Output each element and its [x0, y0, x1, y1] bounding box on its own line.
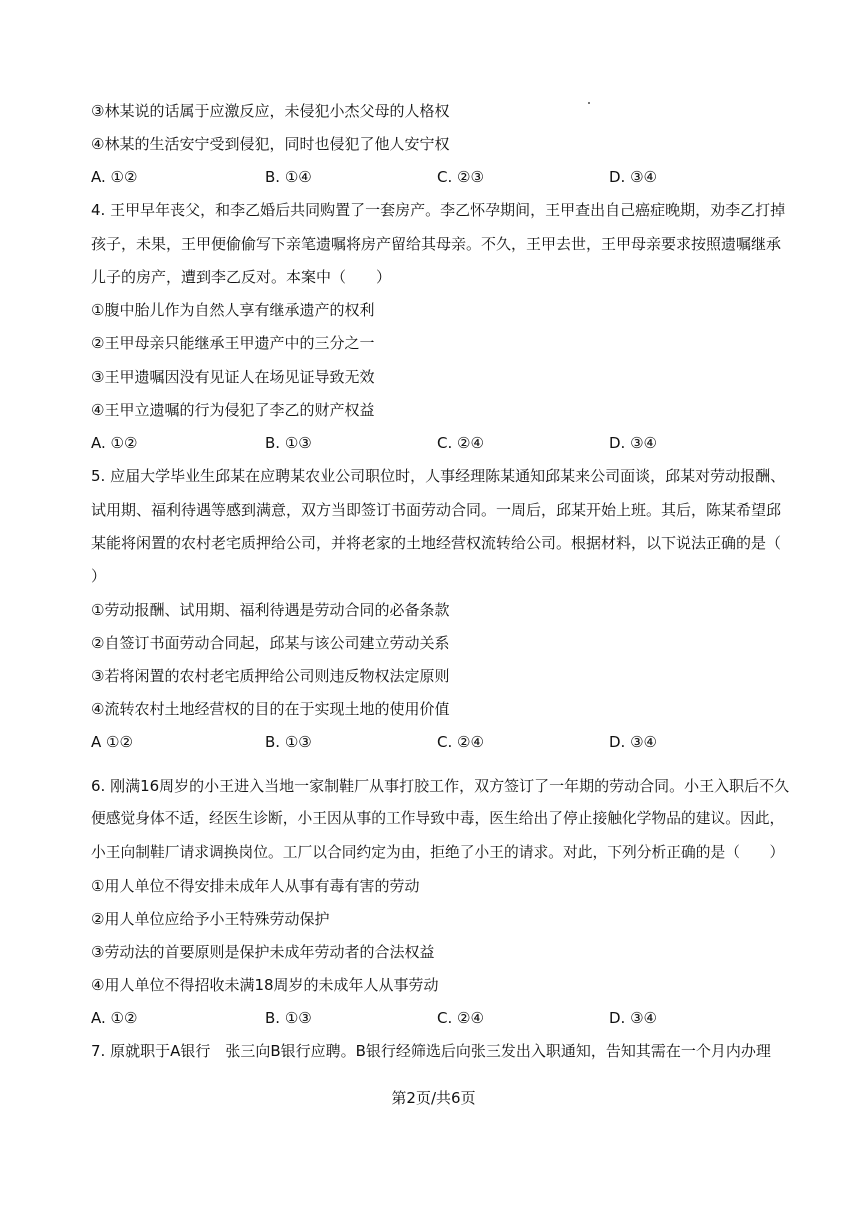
option-b: B. ①③	[265, 733, 312, 751]
q5-statement-3: ③若将闲置的农村老宅质押给公司则违反物权法定原则	[91, 667, 450, 685]
option-d: D. ③④	[609, 1009, 657, 1027]
q5-statement-1: ①劳动报酬、试用期、福利待遇是劳动合同的必备条款	[91, 601, 450, 619]
q5-stem-line-4: ）	[91, 567, 107, 585]
option-a: A ①②	[91, 733, 133, 751]
q3-statement-4: ④林某的生活安宁受到侵犯，同时也侵犯了他人安宁权	[91, 135, 450, 153]
q6-statement-4: ④用人单位不得招收未满18周岁的未成年人从事劳动	[91, 976, 439, 994]
q5-stem-line-1: 5. 应届大学毕业生邱某在应聘某农业公司职位时，人事经理陈某通知邱某来公司面谈，邱某对劳动报酬、	[91, 467, 786, 485]
q6-stem-line-2: 便感觉身体不适，经医生诊断，小王因从事的工作导致中毒，医生给出了停止接触化学物品的建议。因此，	[91, 810, 785, 827]
option-c: C. ②④	[437, 1009, 484, 1027]
q5-statement-4: ④流转农村土地经营权的目的在于实现土地的使用价值	[91, 700, 450, 718]
q4-statement-4: ④王甲立遗嘱的行为侵犯了李乙的财产权益	[91, 401, 375, 419]
q6-statement-2: ②用人单位应给予小王特殊劳动保护	[91, 910, 330, 928]
q6-options	[91, 1008, 791, 1028]
option-b: B. ①④	[265, 168, 312, 186]
q4-statement-2: ②王甲母亲只能继承王甲遗产中的三分之一	[91, 334, 375, 352]
option-b: B. ①③	[265, 1009, 312, 1027]
option-c: C. ②④	[437, 733, 484, 751]
option-c: C. ②③	[437, 168, 484, 186]
q4-options	[91, 433, 791, 453]
q6-statement-1: ①用人单位不得安排未成年人从事有毒有害的劳动	[91, 877, 420, 895]
q4-stem-line-1: 4. 王甲早年丧父，和李乙婚后共同购置了一套房产。李乙怀孕期间，王甲查出自己癌症晚期，劝李乙打掉	[91, 201, 786, 219]
q3-options	[91, 167, 791, 187]
option-d: D. ③④	[609, 733, 657, 751]
option-d: D. ③④	[609, 168, 657, 186]
q5-options	[91, 732, 791, 752]
option-a: A. ①②	[91, 168, 138, 186]
q4-stem-line-2: 孩子，未果，王甲便偷偷写下亲笔遗嘱将房产留给其母亲。不久，王甲去世，王甲母亲要求按照遗嘱继承	[91, 235, 782, 253]
q6-stem-line-3: 小王向制鞋厂请求调换岗位。工厂以合同约定为由，拒绝了小王的请求。对此，下列分析正确的是（ ）	[91, 844, 785, 861]
q5-statement-2: ②自签订书面劳动合同起，邱某与该公司建立劳动关系	[91, 634, 450, 652]
option-a: A. ①②	[91, 434, 138, 452]
option-d: D. ③④	[609, 434, 657, 452]
option-b: B. ①③	[265, 434, 312, 452]
q7-stem-line-1: 7. 原就职于A银行 张三向B银行应聘。B银行经筛选后向张三发出入职通知，告知其需在一个月内办理	[91, 1042, 771, 1060]
q3-statement-3: ③林某说的话属于应激反应，未侵犯小杰父母的人格权	[91, 102, 450, 120]
q4-statement-1: ①腹中胎儿作为自然人享有继承遗产的权利	[91, 301, 375, 319]
q6-stem-line-1: 6. 刚满16周岁的小王进入当地一家制鞋厂从事打胶工作，双方签订了一年期的劳动合同。小王入职后不久	[91, 777, 790, 795]
q4-statement-3: ③王甲遗嘱因没有见证人在场见证导致无效	[91, 368, 375, 386]
option-c: C. ②④	[437, 434, 484, 452]
q6-statement-3: ③劳动法的首要原则是保护未成年劳动者的合法权益	[91, 943, 435, 961]
q5-stem-line-3: 某能将闲置的农村老宅质押给公司，并将老家的土地经营权流转给公司。根据材料，以下说法正确的是（	[91, 534, 782, 552]
q5-stem-line-2: 试用期、福利待遇等感到满意，双方当即签订书面劳动合同。一周后，邱某开始上班。其后，陈某希望邱	[91, 501, 782, 519]
option-a: A. ①②	[91, 1009, 138, 1027]
page-number: 第2页/共6页	[391, 1089, 476, 1107]
q4-stem-line-3: 儿子的房产，遭到李乙反对。本案中（ ）	[91, 268, 392, 286]
